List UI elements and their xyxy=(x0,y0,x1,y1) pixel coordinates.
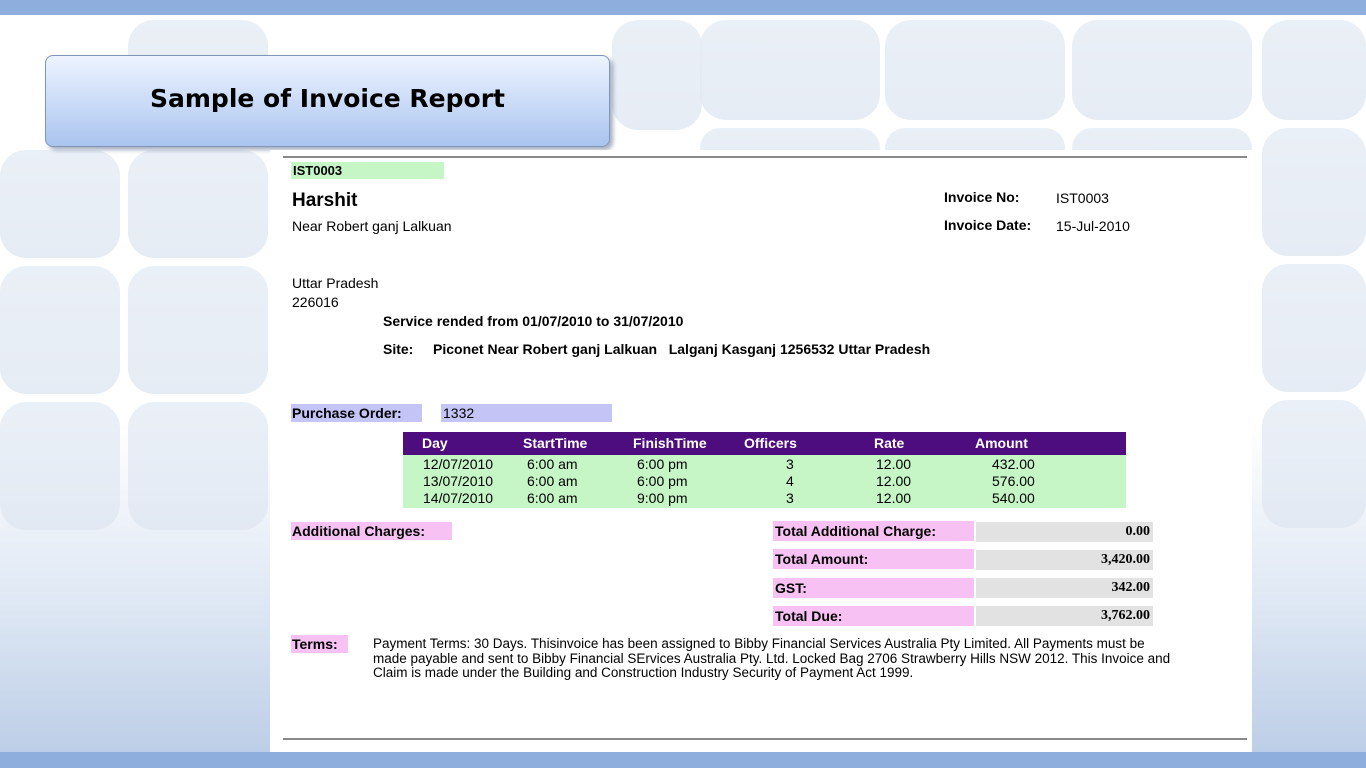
customer-postcode: 226016 xyxy=(292,294,339,310)
customer-state: Uttar Pradesh xyxy=(292,275,379,291)
service-period: Service rended from 01/07/2010 to 31/07/2010 xyxy=(383,313,684,329)
col-header-officers: Officers xyxy=(744,435,797,451)
cell-amount: 540.00 xyxy=(992,490,1035,506)
total-due-value: 3,762.00 xyxy=(976,606,1153,626)
purchase-order-value: 1332 xyxy=(441,404,612,422)
bg-tile xyxy=(0,266,120,394)
bg-tile xyxy=(1072,20,1252,120)
col-header-amount: Amount xyxy=(975,435,1028,451)
cell-finishtime: 6:00 pm xyxy=(637,473,688,489)
col-header-finishtime: FinishTime xyxy=(633,435,707,451)
bg-tile xyxy=(612,20,702,130)
total-amount-value: 3,420.00 xyxy=(976,550,1153,570)
gst-value: 342.00 xyxy=(976,578,1153,598)
customer-name: Harshit xyxy=(292,190,358,211)
purchase-order-label: Purchase Order: xyxy=(291,404,422,422)
total-additional-charge-label: Total Additional Charge: xyxy=(773,521,974,541)
col-header-day: Day xyxy=(422,435,448,451)
site-value: Piconet Near Robert ganj Lalkuan Lalganj Kasganj 1256532 Uttar Pradesh xyxy=(433,341,931,357)
col-header-starttime: StartTime xyxy=(523,435,588,451)
cell-rate: 12.00 xyxy=(876,473,912,489)
bg-tile xyxy=(885,20,1065,120)
cell-amount: 432.00 xyxy=(992,456,1035,472)
bg-tile xyxy=(128,402,268,530)
bg-tile xyxy=(128,150,268,258)
cell-officers: 4 xyxy=(786,473,794,489)
bg-tile xyxy=(1262,128,1366,256)
cell-finishtime: 9:00 pm xyxy=(637,490,688,506)
service-table-body xyxy=(403,455,1126,508)
slide-title: Sample of Invoice Report xyxy=(150,84,505,113)
cell-officers: 3 xyxy=(786,456,794,472)
cell-rate: 12.00 xyxy=(876,490,912,506)
bg-tile xyxy=(1262,264,1366,392)
cell-day: 14/07/2010 xyxy=(423,490,494,506)
cell-starttime: 6:00 am xyxy=(527,490,578,506)
bg-tile xyxy=(1262,400,1366,528)
cell-day: 13/07/2010 xyxy=(423,473,494,489)
top-band xyxy=(0,0,1366,15)
total-additional-charge-value: 0.00 xyxy=(976,522,1153,542)
cell-rate: 12.00 xyxy=(876,456,912,472)
col-header-rate: Rate xyxy=(874,435,905,451)
bg-tile xyxy=(1262,20,1366,120)
cell-amount: 576.00 xyxy=(992,473,1035,489)
bg-tile xyxy=(128,266,268,394)
total-due-label: Total Due: xyxy=(773,606,974,626)
bg-tile xyxy=(0,150,120,258)
gst-label: GST: xyxy=(773,578,974,598)
bg-tile xyxy=(700,20,880,120)
cell-starttime: 6:00 am xyxy=(527,456,578,472)
customer-address-line1: Near Robert ganj Lalkuan xyxy=(292,218,452,234)
terms-text: Payment Terms: 30 Days. Thisinvoice has been assigned to Bibby Financial Services Australia Pty Limited. All Payments must be made payable and sent to Bibby Financial SErvices Australia Pty. Ltd. Locked Bag 2706 Strawberry Hills NSW 2012. This Invoice and Claim is made under the Building and Construction Industry Security of Payment Act 1999. xyxy=(373,636,1171,680)
terms-label: Terms: xyxy=(291,635,348,653)
invoice-no-value: IST0003 xyxy=(1056,190,1109,206)
site-label: Site: xyxy=(383,341,414,357)
invoice-date-value: 15-Jul-2010 xyxy=(1056,218,1130,234)
invoice-date-label: Invoice Date: xyxy=(944,217,1032,233)
cell-day: 12/07/2010 xyxy=(423,456,494,472)
cell-finishtime: 6:00 pm xyxy=(637,456,688,472)
service-table-header xyxy=(403,432,1126,455)
bottom-divider xyxy=(283,738,1247,740)
cell-starttime: 6:00 am xyxy=(527,473,578,489)
invoice-ref-code: IST0003 xyxy=(291,162,444,179)
top-divider xyxy=(283,156,1247,158)
bg-tile xyxy=(0,402,120,530)
additional-charges-label: Additional Charges: xyxy=(291,522,452,540)
bottom-band xyxy=(0,752,1366,768)
slide-title-box xyxy=(45,55,610,147)
total-amount-label: Total Amount: xyxy=(773,549,974,569)
invoice-no-label: Invoice No: xyxy=(944,189,1020,205)
cell-officers: 3 xyxy=(786,490,794,506)
